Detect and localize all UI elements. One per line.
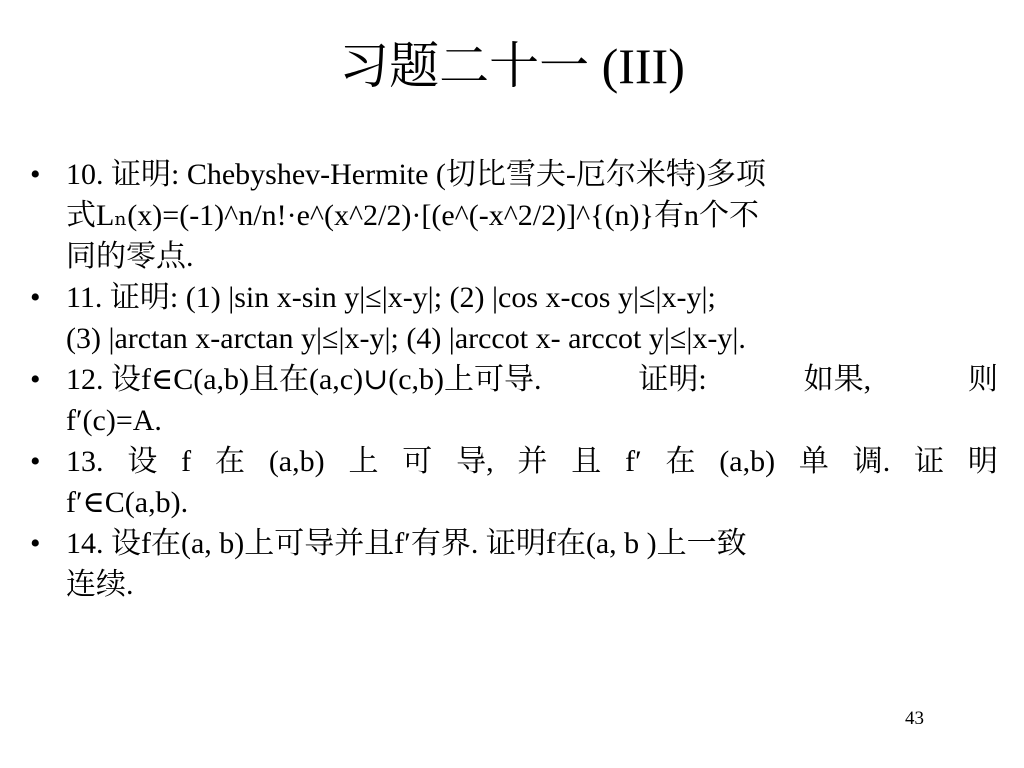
exercise-13-token: 13. [66,445,104,478]
exercise-13-token: 调. [852,445,891,478]
exercise-13-line-2: f′∈C(a,b). [66,486,189,519]
exercise-13-token: 证 [914,445,945,478]
exercise-11-line-1: 11. 证明: (1) |sin x-sin y|≤|x-y|; (2) |cos x-cos y|≤|x-y|; [66,281,716,314]
exercise-10-line-1: 10. 证明: Chebyshev-Hermite (切比雪夫-厄尔米特)多项 [66,158,766,191]
bullet-icon: • [30,527,41,560]
exercise-13-token: f′ [625,445,642,478]
page-number: 43 [905,708,924,729]
exercise-11 [28,277,998,359]
exercise-list [28,154,998,605]
exercise-12-line-1 [66,359,998,400]
exercise-13-token: (a,b) [268,445,325,478]
exercise-14 [28,523,998,605]
slide-title: 习题二十一 (III) [339,38,685,94]
exercise-10-line-2: 式Lₙ(x)=(-1)^n/n!·e^(x^2/2)·[(e^(-x^2/2)]^{(n)}有n个不 [66,199,759,232]
exercise-13-token: f [181,445,192,478]
bullet-icon: • [30,445,41,478]
exercise-13-line-1 [66,441,998,482]
exercise-13-token: 在 [214,445,245,478]
bullet-icon: • [30,158,41,191]
exercise-13-token: 并 [517,445,548,478]
exercise-12-token: 证明: [638,363,707,396]
exercise-13 [28,441,998,523]
exercise-14-line-1: 14. 设f在(a, b)上可导并且f′有界. 证明f在(a, b )上一致 [66,527,747,560]
exercise-13-token: 且 [571,445,602,478]
exercise-12-token: 则 [967,363,998,396]
exercise-13-token: 明 [967,445,998,478]
exercise-13-token: 设 [127,445,158,478]
exercise-10-line-3: 同的零点. [66,240,194,273]
bullet-icon: • [30,281,41,314]
exercise-10 [28,154,998,277]
exercise-12-token: 12. 设f∈C(a,b)且在(a,c)∪(c,b)上可导. [66,363,542,396]
exercise-12-token: 如果, [803,363,872,396]
exercise-12-line-2: f′(c)=A. [66,404,162,437]
exercise-13-token: 可 [402,445,433,478]
exercise-13-token: 单 [798,445,829,478]
exercise-13-token: 上 [348,445,379,478]
exercise-13-token: (a,b) [719,445,776,478]
exercise-14-line-2: 连续. [66,568,134,601]
bullet-icon: • [30,363,41,396]
exercise-13-token: 在 [665,445,696,478]
exercise-12 [28,359,998,441]
exercise-11-line-2: (3) |arctan x-arctan y|≤|x-y|; (4) |arccot x- arccot y|≤|x-y|. [66,322,746,355]
exercise-13-token: 导, [456,445,494,478]
